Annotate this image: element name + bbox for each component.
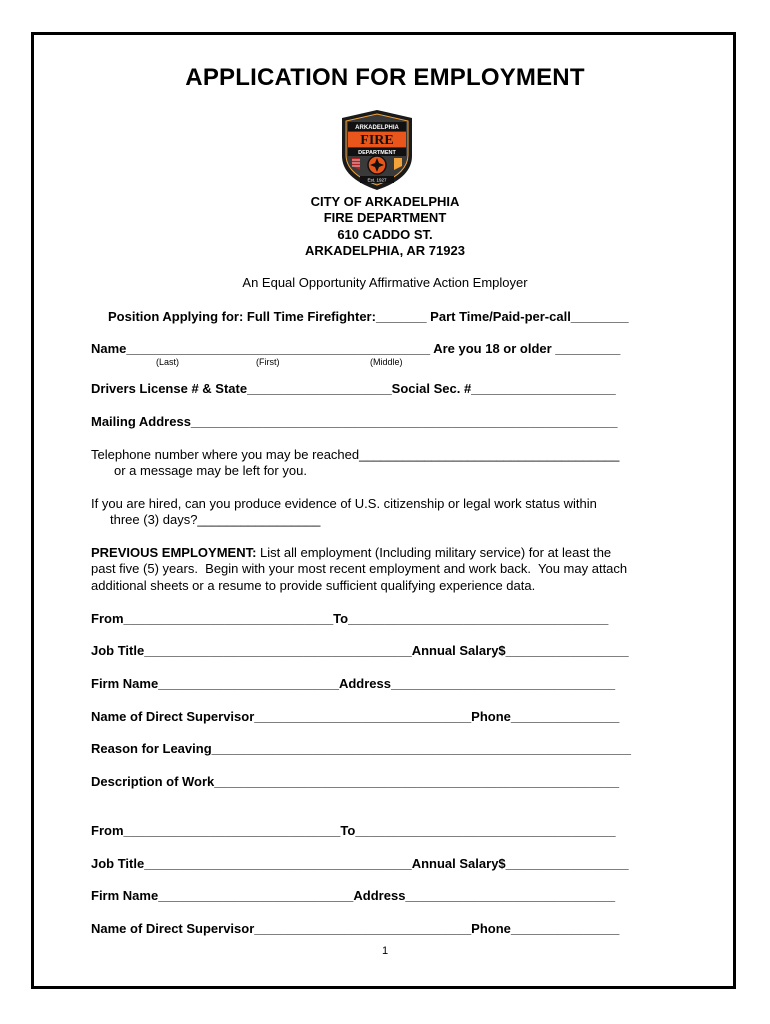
employment-1-reason[interactable]: Reason for Leaving__________________________________________________________ [91, 741, 631, 756]
logo-top-text: ARKADELPHIA [355, 125, 399, 131]
fire-department-logo [336, 108, 418, 192]
page-title: APPLICATION FOR EMPLOYMENT [185, 64, 585, 91]
employment-1-supervisor[interactable]: Name of Direct Supervisor______________________________Phone_______________ [91, 709, 620, 724]
telephone-field-note: or a message may be left for you. [114, 463, 307, 478]
name-sub-middle: (Middle) [370, 357, 403, 367]
employment-2-from-to[interactable]: From______________________________To____________________________________ [91, 823, 616, 838]
name-sub-last: (Last) [156, 357, 180, 367]
employment-2-supervisor[interactable]: Name of Direct Supervisor______________________________Phone_______________ [91, 921, 620, 936]
citizenship-answer-field[interactable]: three (3) days?_________________ [110, 512, 321, 527]
employment-1-job-title[interactable]: Job Title_____________________________________Annual Salary$_________________ [91, 643, 629, 658]
employment-1-from-to[interactable]: From_____________________________To____________________________________ [91, 611, 609, 626]
position-applying-field[interactable]: Position Applying for: Full Time Firefighter:_______ Part Time/Paid-per-call________ [108, 309, 629, 324]
address-line-street: 610 CADDO ST. [337, 227, 433, 242]
previous-employment-text-3: additional sheets or a resume to provide sufficient qualifying experience data. [91, 578, 536, 593]
logo-main-text: FIRE [360, 133, 394, 148]
citizenship-question: If you are hired, can you produce evidence of U.S. citizenship or legal work status within [91, 496, 597, 511]
telephone-field[interactable]: Telephone number where you may be reached____________________________________ [91, 447, 620, 462]
previous-employment-text-2: past five (5) years. Begin with your most recent employment and work back. You may attach [91, 561, 628, 576]
equal-opportunity-statement: An Equal Opportunity Affirmative Action Employer [242, 275, 528, 290]
name-sub-first: (First) [256, 357, 280, 367]
employment-2-firm[interactable]: Firm Name___________________________Address_____________________________ [91, 888, 616, 903]
license-ssn-field[interactable]: Drivers License # & State____________________Social Sec. #____________________ [91, 381, 616, 396]
employment-2-job-title[interactable]: Job Title_____________________________________Annual Salary$_________________ [91, 856, 629, 871]
employment-1-description[interactable]: Description of Work________________________________________________________ [91, 774, 620, 789]
employment-1-firm[interactable]: Firm Name_________________________Address_______________________________ [91, 676, 616, 691]
previous-employment-text-1: List all employment (Including military service) for at least the [256, 545, 612, 560]
logo-est-text: Est. 1927 [367, 177, 387, 183]
address-line-citystate: ARKADELPHIA, AR 71923 [305, 243, 465, 258]
address-line-city: CITY OF ARKADELPHIA [310, 194, 460, 209]
page-number: 1 [381, 945, 389, 957]
address-line-department: FIRE DEPARTMENT [323, 210, 447, 225]
previous-employment-heading: PREVIOUS EMPLOYMENT: [91, 545, 257, 560]
name-field[interactable]: Name__________________________________________ Are you 18 or older _________ [91, 341, 621, 356]
logo-sub-text: DEPARTMENT [358, 150, 396, 156]
previous-employment-intro [91, 545, 611, 560]
mailing-address-field[interactable]: Mailing Address___________________________________________________________ [91, 414, 618, 429]
